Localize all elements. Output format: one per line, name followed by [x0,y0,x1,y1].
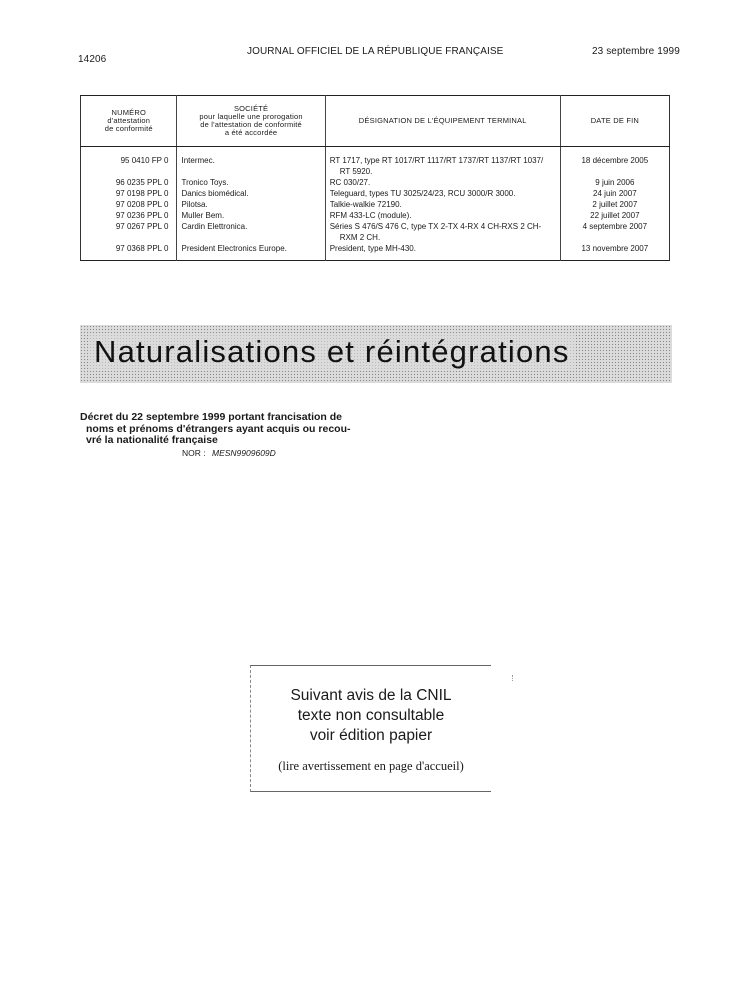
cnil-notice-note: (lire avertissement en page d'accueil) [278,759,464,773]
cell-societe: Danics biomédical. [181,189,249,198]
section-title: Naturalisations et réintégrations [90,334,574,370]
nor-reference [80,448,380,458]
cell-date: 4 septembre 2007 [582,222,648,231]
decree-title-line: noms et prénoms d'étrangers ayant acquis ou recou- [86,422,351,435]
header-designation: DÉSIGNATION DE L'ÉQUIPEMENT TERMINAL [325,96,560,147]
cell-numero: 97 0368 PPL 0 [115,244,169,253]
scan-artifact [512,675,514,681]
cell-numero-column [81,147,177,261]
cell-designation: RFM 433-LC (module). [329,211,412,220]
nor-code: MESN9909609D [212,447,276,458]
nor-label: NOR : [182,447,206,458]
cnil-notice-box [250,665,491,792]
cell-societe: President Electronics Europe. [181,244,287,253]
section-banner [80,325,672,383]
decree-title-line: Décret du 22 septembre 1999 portant francisation de [80,411,343,423]
header-societe-line: pour laquelle une prorogation [199,112,303,121]
publication-date: 23 septembre 1999 [592,46,680,57]
cell-date: 13 novembre 2007 [581,244,649,253]
cell-societe: Cardin Elettronica. [181,222,248,231]
cnil-notice-line: texte non consultable [297,707,445,724]
header-numero [81,96,177,147]
cell-designation: RT 5920. [339,167,373,176]
header-numero-line: de conformité [104,124,153,133]
cell-designation: Teleguard, types TU 3025/24/23, RCU 3000/R 3000. [329,189,516,198]
decree-title-line: vré la nationalité française [86,434,218,446]
cell-numero: 97 0236 PPL 0 [115,211,169,220]
cnil-notice-line: Suivant avis de la CNIL [290,687,452,704]
cell-numero: 96 0235 PPL 0 [115,178,169,187]
page-header [0,46,731,66]
header-societe-line: SOCIÉTÉ [233,104,269,113]
header-societe-line: de l'attestation de conformité [200,120,302,129]
decree-block [80,412,380,458]
cell-designation-column [325,147,560,261]
cell-numero: 97 0267 PPL 0 [115,222,169,231]
cell-date: 9 juin 2006 [595,178,635,187]
header-societe-line: a été accordée [224,128,278,137]
cell-societe-column [177,147,325,261]
cell-designation: RC 030/27. [329,178,371,187]
cell-designation: Séries S 476/S 476 C, type TX 2-TX 4-RX 4 CH-RXS 2 CH- [329,222,542,231]
header-numero-line: d'attestation [107,116,151,125]
cell-numero: 97 0198 PPL 0 [115,189,169,198]
cnil-notice-line: voir édition papier [309,727,433,744]
header-date-fin: DATE DE FIN [560,96,669,147]
cell-date: 24 juin 2007 [593,189,637,198]
cell-designation: President, type MH-430. [329,244,416,253]
journal-title: JOURNAL OFFICIEL DE LA RÉPUBLIQUE FRANÇAISE [247,46,504,57]
decree-title [80,412,380,447]
header-numero-line: NUMÉRO [111,108,147,117]
cell-designation: RXM 2 CH. [339,233,381,242]
table-header-row [81,96,670,147]
cell-date: 18 décembre 2005 [581,156,649,165]
cell-date: 22 juillet 2007 [590,211,640,220]
cell-date: 2 juillet 2007 [592,200,638,209]
cell-societe: Pilotsa. [181,200,208,209]
header-societe [177,96,325,147]
cell-numero: 97 0208 PPL 0 [115,200,169,209]
cell-societe: Intermec. [181,156,215,165]
cell-numero: 95 0410 FP 0 [120,156,169,165]
cell-date-column [560,147,669,261]
cell-designation: Talkie-walkie 72190. [329,200,402,209]
equipment-table [80,95,670,261]
table-row [81,147,670,261]
cell-societe: Tronico Toys. [181,178,229,187]
cell-designation: RT 1717, type RT 1017/RT 1117/RT 1737/RT 1137/RT 1037/ [329,156,544,165]
cell-societe: Muller Bem. [181,211,225,220]
page-number: 14206 [78,54,107,65]
